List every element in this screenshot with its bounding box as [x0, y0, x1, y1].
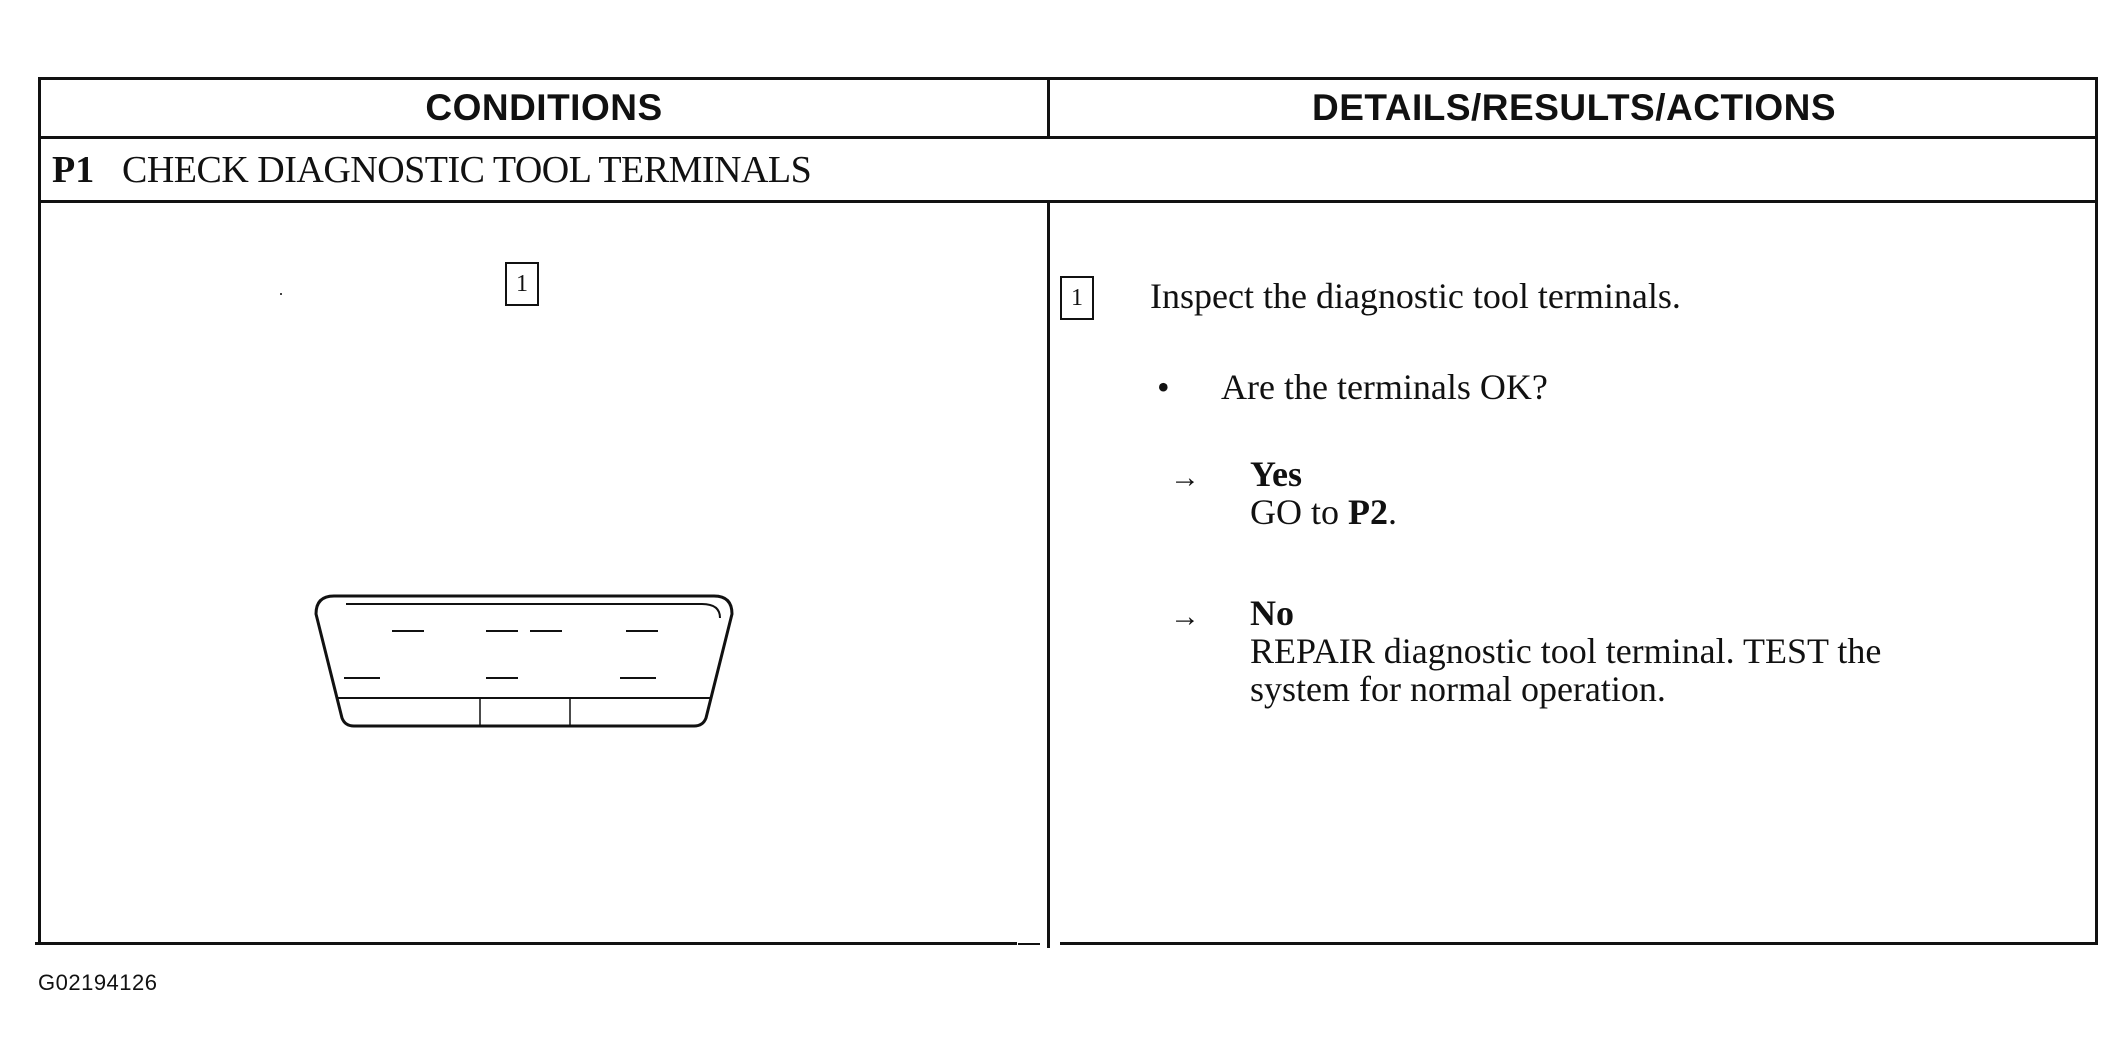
- body-column-divider: [1047, 203, 1050, 948]
- bottom-border-left: [35, 942, 1017, 945]
- conditions-step-box: 1: [505, 262, 539, 306]
- no-action-line-1: REPAIR diagnostic tool terminal. TEST the: [1250, 631, 1882, 671]
- yes-action: [1250, 493, 1397, 531]
- step-title: CHECK DIAGNOSTIC TOOL TERMINALS: [122, 148, 812, 191]
- yes-action-prefix: GO to: [1250, 492, 1348, 532]
- bottom-border-tick: [1018, 943, 1040, 945]
- instruction-text: Inspect the diagnostic tool terminals.: [1150, 276, 1681, 316]
- details-step-box: 1: [1060, 276, 1094, 320]
- no-label: No: [1250, 593, 1294, 633]
- no-arrow-icon: →: [1170, 600, 1200, 633]
- stray-dot-mark: [280, 293, 282, 295]
- diagnostic-connector-icon: [310, 586, 740, 731]
- bottom-border-right: [1060, 942, 2098, 945]
- yes-action-suffix: .: [1388, 492, 1397, 532]
- step-title-row: [41, 139, 2095, 203]
- no-action-line-2: system for normal operation.: [1250, 669, 1666, 709]
- question-text: Are the terminals OK?: [1221, 367, 1548, 407]
- yes-arrow-icon: →: [1170, 461, 1200, 494]
- figure-code: G02194126: [38, 970, 158, 995]
- step-id: P1: [52, 148, 95, 191]
- table-header-row: [41, 80, 2095, 139]
- bullet-glyph: •: [1157, 367, 1170, 407]
- conditions-header: CONDITIONS: [425, 87, 663, 128]
- diagnostic-table: [38, 77, 2098, 945]
- details-header: DETAILS/RESULTS/ACTIONS: [1311, 87, 1837, 128]
- yes-action-target: P2: [1348, 492, 1388, 532]
- yes-label: Yes: [1250, 454, 1302, 494]
